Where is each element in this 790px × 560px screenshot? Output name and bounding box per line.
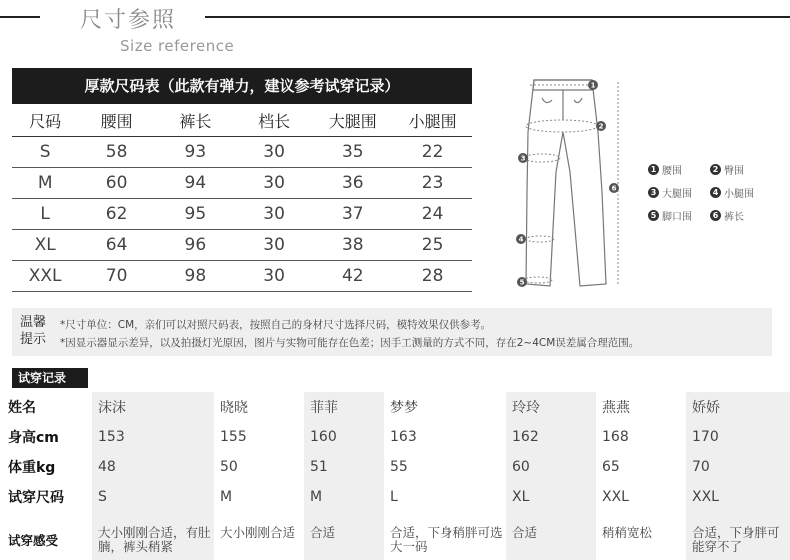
table-cell: 160 — [304, 422, 384, 452]
table-row — [12, 260, 472, 291]
measure-line — [526, 120, 598, 132]
table-cell: 55 — [390, 459, 408, 475]
table-row — [12, 229, 472, 260]
measure-line — [524, 277, 552, 283]
table-cell: 大小刚刚合适，有肚腩，裤头稍紧 — [92, 512, 214, 560]
tryon-banner: 试穿记录 — [12, 368, 88, 388]
legend-row — [648, 158, 788, 181]
marker-label: 4 — [518, 235, 524, 244]
table-cell: 30 — [236, 167, 313, 198]
table-cell: 168 — [602, 429, 629, 445]
table-cell: 22 — [393, 136, 472, 167]
table-row — [0, 512, 790, 560]
tips-text: *因显示器显示差异，以及拍摄灯光原因，图片与实物可能存在色差；因手工测量的方式不同，存在2~4CM误差属合理范围。 — [60, 337, 640, 349]
table-cell: XXL — [602, 489, 629, 505]
legend-number: 1 — [648, 164, 659, 175]
row-label: 试穿感受 — [8, 533, 59, 548]
diagram-legend — [648, 158, 788, 227]
column-header: 尺码 — [12, 106, 78, 136]
table-cell: M — [12, 167, 78, 198]
table-row — [12, 167, 472, 198]
tips-label — [20, 314, 52, 348]
table-cell: 23 — [393, 167, 472, 198]
legend-label: 小腿围 — [724, 189, 754, 200]
table-cell: M — [220, 489, 233, 505]
table-cell: 燕燕 — [602, 400, 630, 416]
table-cell: M — [304, 482, 384, 512]
table-cell: 70 — [686, 452, 790, 482]
table-cell: 菲菲 — [304, 392, 384, 422]
table-cell: 96 — [155, 229, 236, 260]
table-cell: 60 — [506, 452, 596, 482]
table-cell: 36 — [312, 167, 393, 198]
table-cell: 163 — [390, 429, 417, 445]
size-chart-header-row — [12, 106, 472, 136]
table-row — [12, 198, 472, 229]
legend-label: 腰围 — [662, 166, 682, 177]
table-cell: XL — [12, 229, 78, 260]
table-cell: L — [390, 489, 398, 505]
table-cell: 合适 — [506, 512, 596, 560]
legend-item — [648, 208, 710, 223]
table-row — [0, 392, 790, 422]
table-cell: 30 — [236, 229, 313, 260]
legend-row — [648, 204, 788, 227]
header-rule-right — [205, 16, 790, 18]
tips-label-line: 提示 — [20, 332, 47, 347]
table-cell: 64 — [78, 229, 155, 260]
tryon-table — [0, 392, 790, 560]
legend-item — [648, 162, 710, 177]
tips-panel — [12, 308, 772, 356]
table-cell: 50 — [220, 459, 238, 475]
column-header: 腰围 — [78, 106, 155, 136]
table-cell: 37 — [312, 198, 393, 229]
table-cell: 94 — [155, 167, 236, 198]
legend-number: 5 — [648, 210, 659, 221]
tips-label-line: 温馨 — [20, 315, 47, 330]
table-cell: 30 — [236, 260, 313, 291]
table-cell: 51 — [304, 452, 384, 482]
table-cell: 62 — [78, 198, 155, 229]
table-cell: 60 — [78, 167, 155, 198]
table-cell: 42 — [312, 260, 393, 291]
table-cell: 155 — [220, 429, 247, 445]
table-cell: 93 — [155, 136, 236, 167]
column-header: 大腿围 — [312, 106, 393, 136]
table-row — [0, 452, 790, 482]
legend-item — [710, 208, 772, 223]
table-row — [12, 136, 472, 167]
table-cell: 合适，下身胖可能穿不了 — [686, 512, 790, 560]
size-chart-table — [12, 106, 472, 292]
table-cell: 48 — [92, 452, 214, 482]
table-cell: 170 — [686, 422, 790, 452]
marker-label: 2 — [598, 122, 604, 131]
table-cell: 98 — [155, 260, 236, 291]
trousers-outline — [526, 80, 606, 286]
table-cell: XXL — [686, 482, 790, 512]
table-cell: XL — [506, 482, 596, 512]
tips-text: *尺寸单位：CM，亲们可以对照尺码表，按照自己的身材尺寸选择尺码，模特效果仅供参考。 — [60, 319, 492, 331]
table-cell: 65 — [602, 459, 620, 475]
table-cell: 28 — [393, 260, 472, 291]
table-cell: 30 — [236, 136, 313, 167]
table-cell: 58 — [78, 136, 155, 167]
table-cell: 153 — [92, 422, 214, 452]
table-cell: XXL — [12, 260, 78, 291]
table-cell: 大小刚刚合适 — [220, 525, 296, 540]
table-cell: 38 — [312, 229, 393, 260]
legend-label: 大腿围 — [662, 189, 692, 200]
table-cell: 合适 — [304, 512, 384, 560]
column-header: 小腿围 — [393, 106, 472, 136]
table-cell: 沫沫 — [92, 392, 214, 422]
legend-number: 4 — [710, 187, 721, 198]
legend-label: 脚口围 — [662, 212, 692, 223]
legend-number: 3 — [648, 187, 659, 198]
measure-line — [524, 154, 560, 162]
trousers-diagram — [490, 72, 640, 300]
column-header: 档长 — [236, 106, 313, 136]
row-label: 试穿尺码 — [8, 490, 64, 506]
legend-label: 臀围 — [724, 166, 744, 177]
row-label: 体重kg — [8, 460, 56, 476]
table-cell: 梦梦 — [390, 400, 418, 416]
table-cell: L — [12, 198, 78, 229]
page-title: 尺寸参照 — [80, 8, 177, 33]
table-cell: 24 — [393, 198, 472, 229]
table-cell: 30 — [236, 198, 313, 229]
table-cell: S — [92, 482, 214, 512]
legend-number: 6 — [710, 210, 721, 221]
page-subtitle: Size reference — [120, 37, 235, 55]
table-row — [0, 482, 790, 512]
measure-line — [526, 236, 554, 242]
table-cell: 玲玲 — [506, 392, 596, 422]
table-row — [0, 422, 790, 452]
legend-number: 2 — [710, 164, 721, 175]
size-chart-banner: 厚款尺码表（此款有弹力，建议参考试穿记录） — [12, 68, 472, 104]
table-cell: 25 — [393, 229, 472, 260]
table-cell: 稍稍宽松 — [602, 525, 653, 540]
legend-row — [648, 181, 788, 204]
legend-label: 裤长 — [724, 212, 744, 223]
marker-label: 5 — [519, 278, 525, 287]
legend-item — [648, 185, 710, 200]
row-label: 身高cm — [8, 430, 59, 446]
table-cell: 娇娇 — [686, 392, 790, 422]
table-cell: S — [12, 136, 78, 167]
column-header: 裤长 — [155, 106, 236, 136]
table-cell: 合适，下身稍胖可选大一码 — [390, 525, 503, 554]
marker-label: 6 — [611, 184, 617, 193]
legend-item — [710, 185, 772, 200]
table-cell: 162 — [506, 422, 596, 452]
table-cell: 晓晓 — [220, 400, 248, 416]
table-cell: 95 — [155, 198, 236, 229]
legend-item — [710, 162, 772, 177]
header-rule-left — [0, 16, 40, 18]
marker-label: 3 — [520, 154, 526, 163]
table-cell: 35 — [312, 136, 393, 167]
table-cell: 70 — [78, 260, 155, 291]
marker-label: 1 — [590, 81, 596, 90]
row-label: 姓名 — [8, 400, 36, 416]
